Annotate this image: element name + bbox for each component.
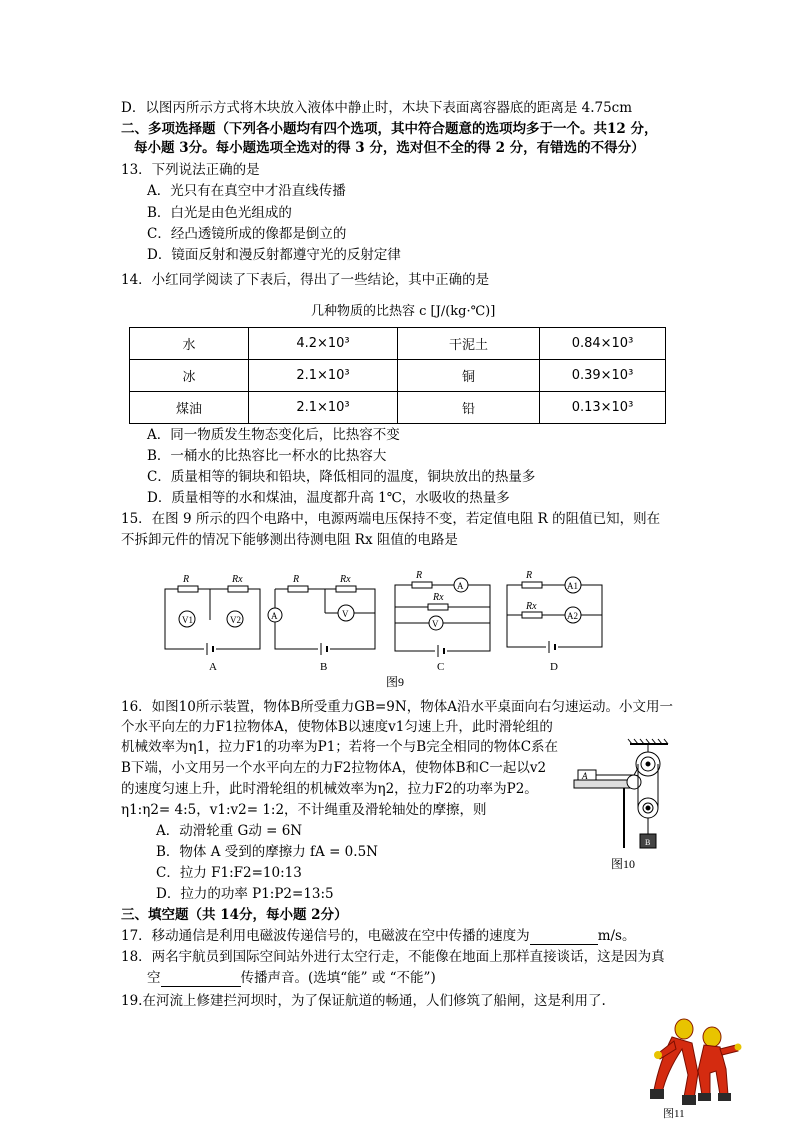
table-cell: 0.39×10³ [540, 360, 666, 392]
label-a2: A2 [567, 611, 578, 621]
q13-option-b: B．白光是由色光组成的 [147, 205, 292, 221]
table-cell: 0.13×10³ [540, 392, 666, 424]
figure-10-pulley [568, 738, 678, 853]
q13-option-d: D．镜面反射和漫反射都遵守光的反射定律 [147, 247, 401, 263]
astronaut-left [650, 1019, 698, 1105]
label-v1: V1 [182, 615, 193, 625]
q14-stem: 14．小红同学阅读了下表后，得出了一些结论，其中正确的是 [121, 272, 490, 288]
label-r: R [526, 570, 533, 581]
q16-line-4: B下端，小文用另一个水平向左的力F2拉物体A，使物体B和C一起以v2 [121, 760, 547, 776]
section-2-heading-cont: 每小题 3分。每小题选项全选对的得 3 分，选对但不全的得 2 分，有错选的不得分） [134, 140, 645, 156]
q18-text-after: 传播声音。(选填“能” 或 “不能”) [240, 970, 436, 986]
label-r: R [293, 574, 300, 585]
section-2-heading: 二、多项选择题（下列各小题均有四个选项，其中符合题意的选项均多于一个。共12 分， [121, 121, 658, 137]
label-rx: Rx [232, 574, 243, 585]
label-v2: V2 [230, 615, 241, 625]
table-cell: 干泥土 [398, 328, 540, 360]
circuit-label-c: C [437, 661, 445, 673]
table-cell: 4.2×10³ [249, 328, 398, 360]
label-rx: Rx [340, 574, 351, 585]
q14-option-b: B．一桶水的比热容比一杯水的比热容大 [147, 448, 387, 464]
q16-option-a: A．动滑轮重 G动 = 6N [156, 823, 303, 839]
figure-10-caption: 图10 [611, 857, 636, 871]
label-v: V [342, 609, 349, 619]
circuit-d [507, 570, 602, 673]
q16-option-b: B．物体 A 受到的摩擦力 fA = 0.5N [156, 844, 378, 860]
section-3-heading: 三、填空题（共 14分，每小题 2分） [121, 907, 348, 923]
circuit-c [395, 570, 490, 673]
q17-answer-blank[interactable] [530, 930, 598, 945]
q17-unit: m/s。 [597, 928, 636, 944]
figure-11-caption: 图11 [663, 1108, 685, 1120]
q13-option-a: A．光只有在真空中才沿直线传播 [147, 183, 346, 199]
figure-9-caption: 图9 [386, 675, 405, 689]
q13-option-c: C．经凸透镜所成的像都是倒立的 [147, 226, 347, 242]
q18-line-1: 18．两名宇航员到国际空间站外进行太空行走，不能像在地面上那样直接谈话，这是因为真 [121, 949, 665, 965]
table-cell: 0.84×10³ [540, 328, 666, 360]
label-v: V [432, 619, 439, 629]
q19-text: 19.在河流上修建拦河坝时，为了保证航道的畅通，人们修筑了船闸，这是利用了. [121, 993, 606, 1009]
label-a1: A1 [567, 581, 578, 591]
table-cell: 2.1×10³ [249, 360, 398, 392]
q18-line-2 [147, 969, 436, 987]
q18-answer-blank[interactable] [161, 972, 241, 987]
circuit-a [165, 574, 260, 673]
astronaut-right [698, 1027, 742, 1101]
label-a: A [271, 611, 278, 621]
q14-option-c: C．质量相等的铜块和铅块，降低相同的温度，铜块放出的热量多 [147, 469, 536, 485]
q14-option-d: D．质量相等的水和煤油，温度都升高 1℃，水吸收的热量多 [147, 490, 510, 506]
specific-heat-table [129, 327, 666, 424]
q16-line-6: η1:η2= 4:5，v1:v2= 1:2，不计绳重及滑轮轴处的摩擦，则 [121, 802, 487, 818]
q16-line-5: 的速度匀速上升，此时滑轮组的机械效率为η2，拉力F2的功率为P2。 [121, 781, 538, 797]
label-rx: Rx [433, 592, 444, 603]
circuit-label-b: B [320, 661, 328, 673]
q16-option-c: C．拉力 F1:F2=10:13 [156, 865, 302, 881]
label-r: R [416, 570, 423, 581]
table-row [130, 360, 666, 392]
q16-line-2: 个水平向左的力F1拉物体A，使物体B以速度v1匀速上升，此时滑轮组的 [121, 719, 553, 735]
table-cell: 煤油 [130, 392, 249, 424]
q13-stem: 13．下列说法正确的是 [121, 162, 260, 178]
figure-11-astronauts [636, 1015, 746, 1107]
table-cell: 铅 [398, 392, 540, 424]
table-row [130, 328, 666, 360]
q16-option-d: D．拉力的功率 P1:P2=13:5 [156, 886, 334, 902]
circuit-label-d: D [550, 661, 558, 673]
label-r: R [183, 574, 190, 585]
table-cell: 2.1×10³ [249, 392, 398, 424]
circuit-b [268, 574, 375, 673]
table-cell: 铜 [398, 360, 540, 392]
table-row [130, 392, 666, 424]
q15-stem: 15．在图 9 所示的四个电路中，电源两端电压保持不变，若定值电阻 R 的阻值已知，则在 [121, 511, 661, 527]
figure-9-circuits [150, 565, 620, 675]
table-title: 几种物质的比热容 c [J/(kg·℃)] [311, 304, 496, 319]
label-rx: Rx [526, 601, 537, 612]
q17 [121, 927, 635, 945]
q16-line-3: 机械效率为η1，拉力F1的功率为P1；若将一个与B完全相同的物体C系在 [121, 739, 559, 755]
table-cell: 水 [130, 328, 249, 360]
block-a-label: A [582, 771, 588, 781]
prev-option-d: D．以图丙所示方式将木块放入液体中静止时，木块下表面离容器底的距离是 4.75cm [121, 100, 633, 116]
q14-option-a: A．同一物质发生物态变化后，比热容不变 [147, 427, 400, 443]
block-b-label: B [645, 838, 651, 847]
label-a: A [457, 581, 464, 591]
table-cell: 冰 [130, 360, 249, 392]
q15-stem-cont: 不拆卸元件的情况下能够测出待测电阻 Rx 阻值的电路是 [121, 532, 458, 548]
q16-line-1: 16．如图10所示装置，物体B所受重力GB=9N，物体A沿水平桌面向右匀速运动。小文用一 [121, 699, 673, 715]
q18-text-before: 空 [147, 970, 161, 986]
q17-text: 17．移动通信是利用电磁波传递信号的，电磁波在空中传播的速度为 [121, 928, 530, 944]
circuit-label-a: A [209, 661, 217, 673]
